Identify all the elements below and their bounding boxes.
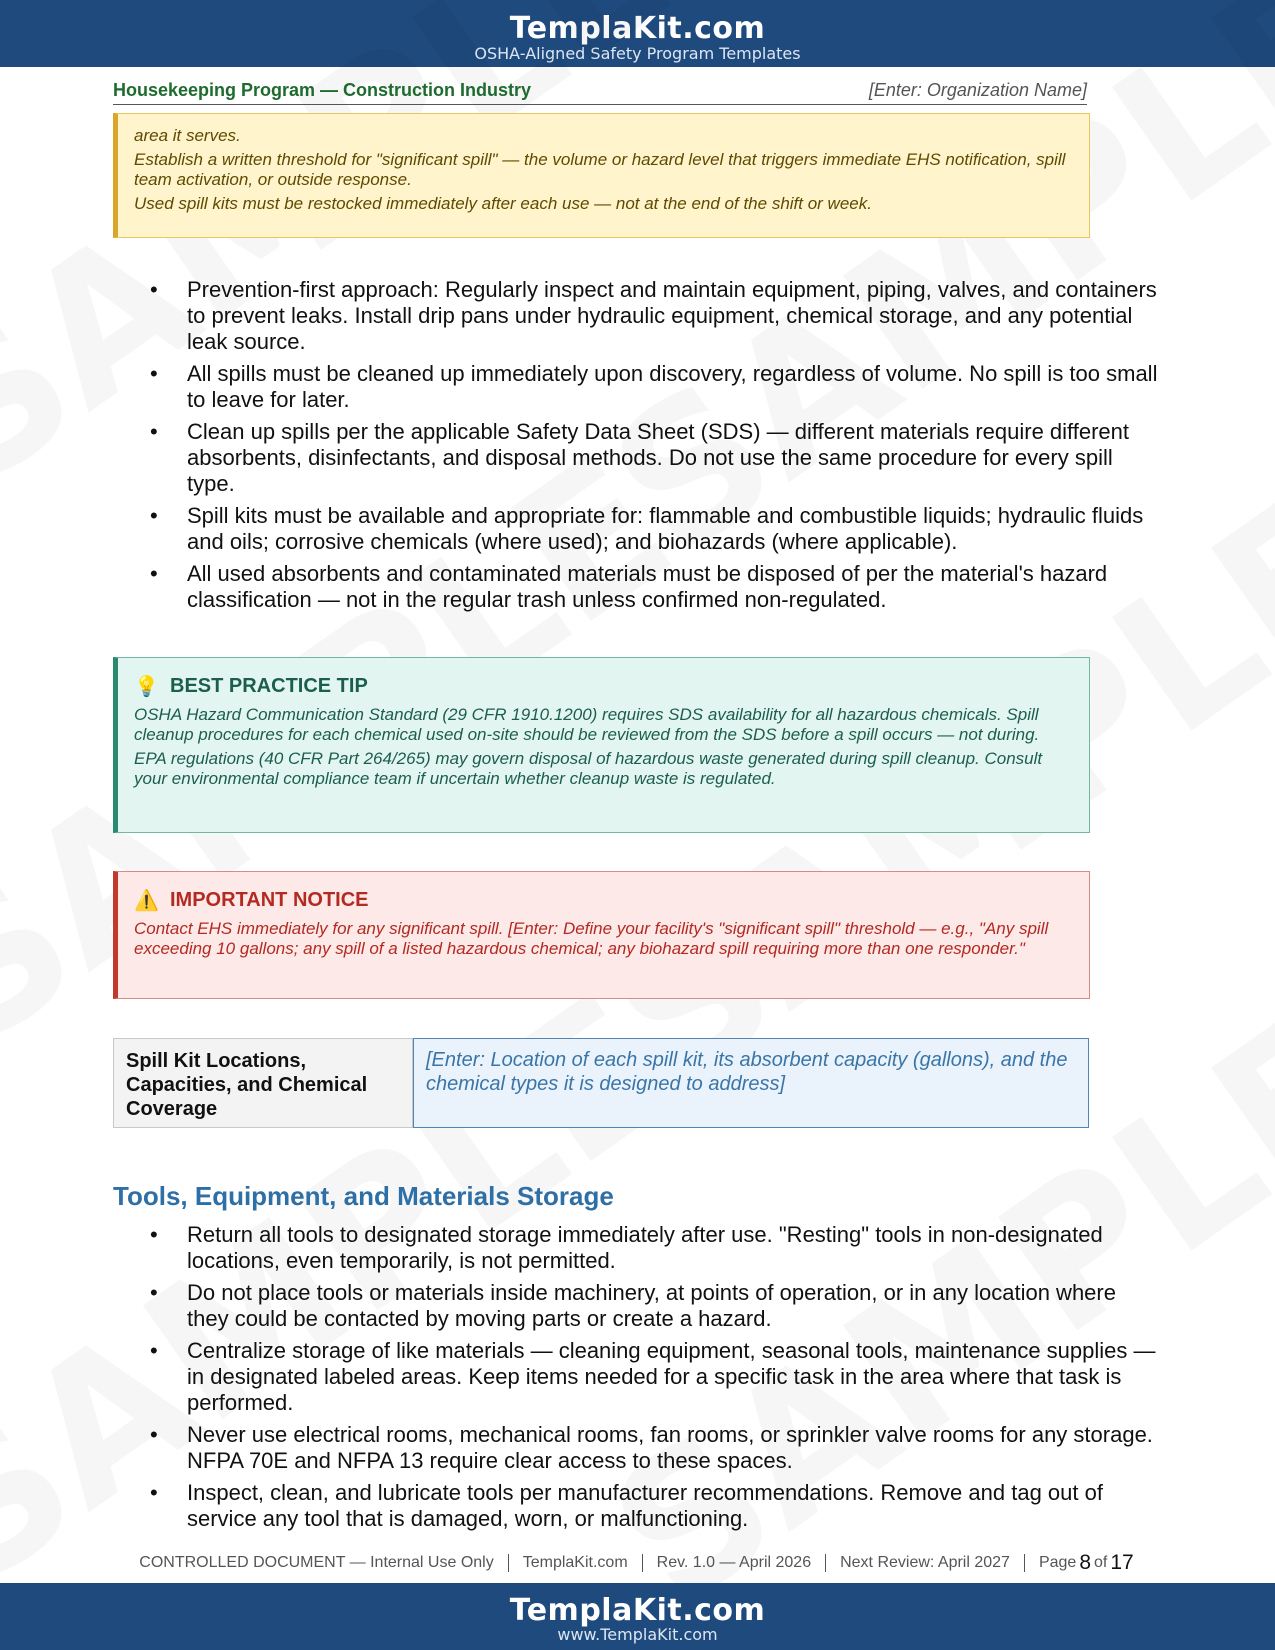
list-item: • Centralize storage of like materials — cleaning equipment, seasonal tools, maintenance supplies — in designated labeled areas. Keep items needed for a specific task in the area where that task is performed. (113, 1338, 1163, 1416)
tip-paragraph: OSHA Hazard Communication Standard (29 CFR 1910.1200) requires SDS availability for all hazardous chemicals. Spill cleanup procedures for each chemical used on-site should be reviewed from the SDS before a spill occurs — not during. (134, 705, 1040, 744)
spill-kit-field-table (113, 1038, 1089, 1128)
revision-label: Rev. 1.0 — April 2026 (656, 1554, 812, 1571)
list-item: • All used absorbents and contaminated materials must be disposed of per the material's hazard classification — not in the regular trash unless confirmed non-regulated. (113, 561, 1163, 613)
list-item: • Never use electrical rooms, mechanical rooms, fan rooms, or sprinkler valve rooms for any storage. NFPA 70E and NFPA 13 require clear access to these spaces. (113, 1422, 1163, 1474)
site-url[interactable]: www.TemplaKit.com (557, 1625, 718, 1644)
list-item: • Clean up spills per the applicable Safety Data Sheet (SDS) — different materials require different absorbents, disinfectants, and disposal methods. Do not use the same procedure for every spill type. (113, 419, 1163, 497)
tip-paragraph: EPA regulations (40 CFR Part 264/265) may govern disposal of hazardous waste generated during spill cleanup. Consult your environmental compliance team if uncertain whether cleanup waste is regulated. (134, 749, 1043, 788)
notice-text: Contact EHS immediately for any significant spill. [Enter: Define your facility's "significant spill" threshold — e.g., "Any spill exceeding 10 gallons; any spill of a listed hazardous chemical; any biohazard spill requiring more than one responder." (134, 919, 1049, 958)
list-item: • Inspect, clean, and lubricate tools per manufacturer recommendations. Remove and tag out of service any tool that is damaged, worn, or malfunctioning. (113, 1480, 1163, 1532)
document-footer (113, 1551, 1163, 1575)
callout-line: Used spill kits must be restocked immediately after each use — not at the end of the shift or week. (134, 194, 872, 213)
top-banner (0, 0, 1275, 67)
bottom-banner (0, 1583, 1275, 1650)
tools-storage-list (113, 1222, 1163, 1538)
brand-title: TemplaKit.com (509, 11, 766, 46)
callout-line: area it serves. (134, 126, 241, 145)
list-item: • Return all tools to designated storage immediately after use. "Resting" tools in non-designated locations, even temporarily, is not permitted. (113, 1222, 1163, 1274)
tip-title-row (134, 674, 1073, 699)
page-current: 8 (1079, 1551, 1092, 1574)
program-title: Housekeeping Program — Construction Industry (113, 80, 532, 100)
footer-divider (825, 1554, 826, 1572)
page-total: 17 (1110, 1551, 1134, 1574)
list-item: • Spill kits must be available and appropriate for: flammable and combustible liquids; hydraulic fluids and oils; corrosive chemicals (where used); and biohazards (where applicable). (113, 503, 1163, 555)
page-label: Page (1038, 1554, 1077, 1571)
bottom-brand-title: TemplaKit.com (509, 1593, 766, 1628)
footer-divider (508, 1554, 509, 1572)
footer-divider (1024, 1554, 1025, 1572)
organization-placeholder: [Enter: Organization Name] (868, 80, 1087, 100)
important-notice (113, 871, 1090, 999)
spill-requirements-callout (113, 113, 1090, 238)
lightbulb-icon: 💡 (134, 676, 159, 698)
running-header (113, 77, 1087, 105)
field-value-placeholder[interactable]: [Enter: Location of each spill kit, its absorbent capacity (gallons), and the chemical types it is designed to address] (413, 1038, 1089, 1128)
footer-divider (642, 1554, 643, 1572)
next-review-label: Next Review: April 2027 (840, 1554, 1010, 1571)
spill-procedure-list (113, 277, 1163, 619)
list-item: • All spills must be cleaned up immediately upon discovery, regardless of volume. No spill is too small to leave for later. (113, 361, 1163, 413)
notice-title: IMPORTANT NOTICE (170, 889, 369, 911)
tip-title: BEST PRACTICE TIP (170, 675, 368, 697)
brand-tagline: OSHA-Aligned Safety Program Templates (474, 44, 801, 63)
best-practice-tip (113, 657, 1090, 833)
page-of: of (1094, 1554, 1108, 1571)
field-label: Spill Kit Locations, Capacities, and Chemical Coverage (113, 1038, 413, 1128)
notice-title-row (134, 888, 1073, 913)
callout-line: Establish a written threshold for "significant spill" — the volume or hazard level that triggers immediate EHS notification, spill team activation, or outside response. (134, 150, 1066, 189)
warning-icon: ⚠️ (134, 890, 159, 912)
list-item: • Prevention-first approach: Regularly inspect and maintain equipment, piping, valves, and containers to prevent leaks. Install drip pans under hydraulic equipment, chemical storage, and any potential leak source. (113, 277, 1163, 355)
footer-site: TemplaKit.com (522, 1554, 628, 1571)
section-heading: Tools, Equipment, and Materials Storage (113, 1181, 614, 1211)
controlled-label: CONTROLLED DOCUMENT — Internal Use Only (139, 1554, 494, 1571)
list-item: • Do not place tools or materials inside machinery, at points of operation, or in any location where they could be contacted by moving parts or create a hazard. (113, 1280, 1163, 1332)
